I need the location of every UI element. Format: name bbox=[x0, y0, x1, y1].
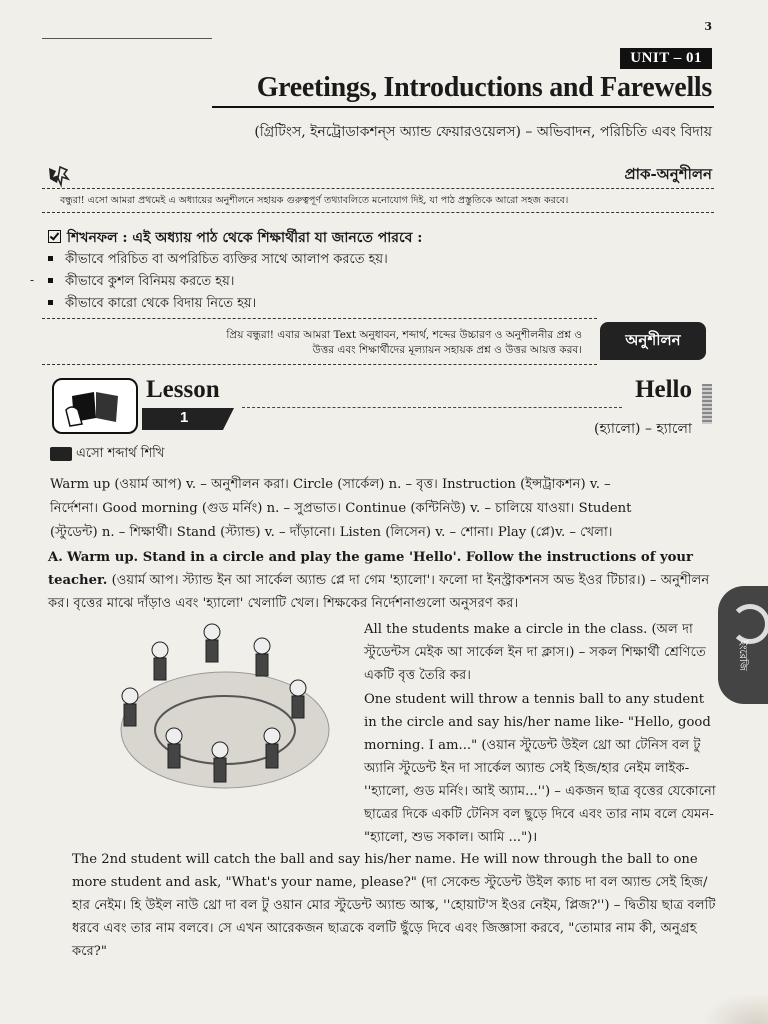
instruction-a bbox=[48, 546, 718, 615]
side-tab-label: ইংরেজি bbox=[737, 640, 748, 671]
lesson-icon-box bbox=[52, 378, 138, 434]
learning-outcomes-heading bbox=[48, 226, 422, 250]
vocabulary-icon bbox=[50, 447, 72, 461]
outcome-text: কীভাবে কুশল বিনিময় করতে হয়। bbox=[65, 274, 235, 289]
page-number: 3 bbox=[704, 20, 712, 33]
lesson-side-mark bbox=[702, 384, 712, 424]
lesson-divider bbox=[242, 407, 622, 408]
margin-mark: - bbox=[30, 273, 35, 287]
pre-practice-icon bbox=[46, 165, 70, 189]
outcome-item bbox=[48, 272, 234, 293]
bullet-icon bbox=[48, 300, 53, 305]
intro-text: বন্ধুরা! এসো আমরা প্রথমেই এ অধ্যায়ের অনুশীলনে সহায়ক গুরুত্বপূর্ণ তথ্যাবলিতে মনোযোগ দিই, যা পাঠ প্রস্তুতিকে আরো সহজ করবে। bbox=[60, 195, 569, 206]
title-rule bbox=[212, 106, 714, 108]
bullet-icon bbox=[48, 256, 53, 261]
bullet-icon bbox=[48, 278, 53, 283]
vocabulary-line: নির্দেশনা। Good morning (গুড মর্নিং) n. – সুপ্রভাত। Continue (কন্টিনিউ) v. – চালিয়ে যাওয়া। Student bbox=[50, 501, 632, 516]
header-rule bbox=[42, 38, 212, 39]
vocabulary-heading bbox=[50, 444, 164, 465]
divider bbox=[42, 318, 597, 319]
paragraph-2: One student will throw a tennis ball to any student in the circle and say his/her name like- "Hello, good morning. I am..." (ওয়ান স্টুডেন্ট উইল থ্রো আ টেনিস বল টু অ্যানি স্টুডেন্ট ইন দা সার্কেল অ্যান্ড সেই হিজ/হার নেইম লাইক- ''হ্যালো, গুড মর্নিং। আই অ্যাম...'') – একজন ছাত্র বৃত্তের যেকোনো ছাত্রের দিকে একটি টেনিস বল ছুড়ে দিবে এবং তার নাম বলে যেমন- "হ্যালো, শুভ সকাল। আমি ...")। bbox=[364, 692, 716, 845]
vocabulary-line: (স্টুডেন্ট) n. – শিক্ষার্থী। Stand (স্ট্যান্ড) v. – দাঁড়ানো। Listen (লিসেন) v. – শোনা। Play (প্লে)v. – খেলা। bbox=[50, 525, 613, 540]
paragraph-1: All the students make a circle in the class. (অল দা স্টুডেন্টস মেইক আ সার্কেল ইন দা ক্লাস।) – সকল শিক্ষার্থী শ্রেণিতে একটি বৃত্ত তৈরি কর। bbox=[364, 622, 706, 683]
pre-practice-label: প্রাক-অনুশীলন bbox=[624, 165, 712, 183]
outcome-item bbox=[48, 294, 256, 315]
outcome-text: কীভাবে কারো থেকে বিদায় নিতে হয়। bbox=[65, 296, 257, 311]
outcome-item bbox=[48, 250, 388, 271]
instruction-english: Warm up. Stand in a circle and play the game 'Hello'. Follow the instructions of your teacher. bbox=[48, 550, 693, 588]
chapter-title: Greetings, Introductions and Farewells bbox=[256, 72, 712, 103]
side-tab-ring-icon bbox=[730, 604, 768, 644]
instruction-bangla: (ওয়ার্ম আপ। স্ট্যান্ড ইন আ সার্কেল অ্যান্ড প্লে দা গেম 'হ্যালো'। ফলো দা ইনস্ট্রাকশনস অভ ইওর টিচার।) – অনুশীলন কর। বৃত্তের মাঝে দাঁড়াও এবং 'হ্যালো' খেলাটি খেল। শিক্ষকের নির্দেশনাগুলো অনুসরণ কর। bbox=[48, 573, 710, 611]
reading-book-icon bbox=[54, 380, 136, 432]
vocabulary-heading-text: এসো শব্দার্থ শিখি bbox=[76, 446, 165, 461]
page-corner bbox=[702, 992, 768, 1024]
paragraph-3: The 2nd student will catch the ball and say his/her name. He will now through the ball to one more student and ask, "What's your name, please?" (দা সেকেন্ড স্টুডেন্ট উইল ক্যাচ দা বল অ্যান্ড সেই হিজ/হার নেইম। হি উইল নাউ থ্রো দা বল টু ওয়ান মোর স্টুডেন্ট অ্যান্ড আস্ক, ''হোয়াট'স ইওর নেইম, প্লিজ?'') – দ্বিতীয় ছাত্র বলটি ধরবে এবং তার নাম বলবে। সে এখন আরেকজন ছাত্রকে বলটি ছুঁড়ে দিবে এবং জিজ্ঞাসা করবে, "তোমার নাম কী, অনুগ্রহ করে?" bbox=[72, 852, 716, 959]
instruction-label: A. bbox=[48, 550, 63, 565]
divider bbox=[42, 212, 714, 213]
children-circle-illustration bbox=[112, 612, 338, 812]
outcomes-heading-text: শিখনফল : এই অধ্যায় পাঠ থেকে শিক্ষার্থীরা যা জানতে পারবে : bbox=[67, 230, 423, 246]
vocabulary-line: Warm up (ওয়ার্ম আপ) v. – অনুশীলন করা। Circle (সার্কেল) n. – বৃত্ত। Instruction (ইন্সট্রাকশন) v. – bbox=[50, 477, 611, 492]
practice-badge: অনুশীলন bbox=[600, 322, 706, 360]
unit-badge: UNIT – 01 bbox=[620, 48, 712, 69]
divider bbox=[42, 364, 597, 365]
lesson-label: Lesson bbox=[146, 376, 220, 403]
lesson-subtitle: (হ্যালো) – হ্যালো bbox=[593, 421, 692, 437]
lesson-number: 1 bbox=[180, 409, 189, 426]
lesson-title: Hello bbox=[635, 376, 692, 403]
chapter-subtitle: (গ্রিটিংস, ইনট্রোডাকশন্‌স অ্যান্ড ফেয়ারওয়েলস) – অভিবাদন, পরিচিতি এবং বিদায় bbox=[254, 124, 712, 140]
divider bbox=[42, 188, 714, 189]
practice-intro-text: প্রিয় বন্ধুরা! এবার আমরা Text অনুধাবন, শব্দার্থ, শব্দের উচ্চারণ ও অনুশীলনীর প্রশ্ন ও উত্তর এবং শিক্ষার্থীদের মূল্যায়ন সহায়ক প্রশ্ন ও উত্তর আয়ত্ত করব। bbox=[226, 329, 582, 357]
checkbox-icon bbox=[48, 230, 61, 243]
outcome-text: কীভাবে পরিচিত বা অপরিচিত ব্যক্তির সাথে আলাপ করতে হয়। bbox=[65, 252, 388, 267]
